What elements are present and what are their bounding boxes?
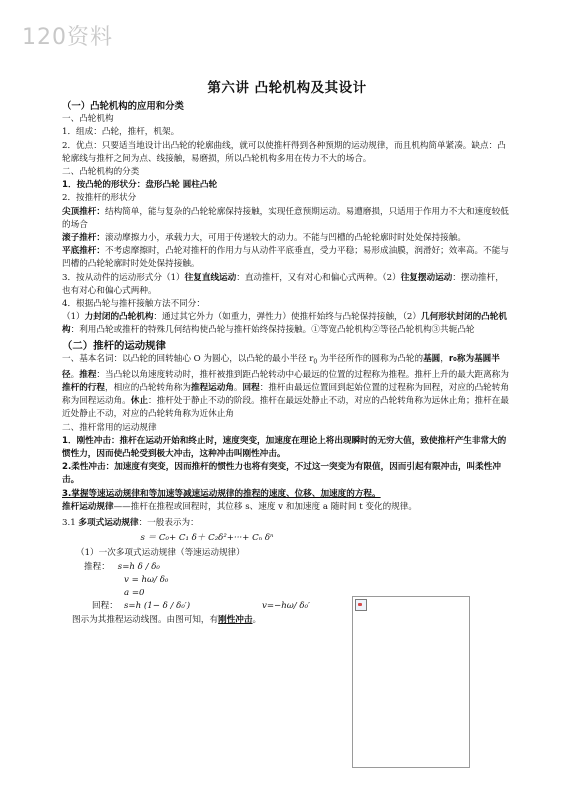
text-poly-post: ：一般表示为： [138,518,199,529]
text-motion-post: ：摆动推杆，也有对心和偏心式两种。 [62,272,504,296]
subheading-linear-law: （1）一次多项式运动规律（等速运动规律） [76,548,245,559]
text-note-pre: 图示为其推程运动线图。由图可知，有 [72,615,219,626]
paragraph-tip-follower [62,206,512,232]
text-poly-pre: 3.1 [62,518,79,529]
term-reciprocating-linear: 往复直线运动 [184,272,237,283]
term-base-radius: r₀称为基圆半径 [62,353,500,380]
formula-polynomial: s ＝ C₀+ C₁ δ＋ C₂δ²+···+ Cₙ δⁿ [140,533,274,544]
paragraph-by-shape: 1．按凸轮的形状分：盘形凸轮 圆柱凸轮 [62,180,218,191]
term-force-closed: 力封闭的凸轮机构 [84,312,154,323]
text-terms-5: ，相应的凸轮转角称为 [104,382,191,393]
text-terms-1: 为半径所作的圆称为凸轮的 [317,353,424,364]
broken-image-icon [355,599,367,611]
term-return: 回程 [242,382,260,393]
heading-polynomial [62,517,512,530]
subscript-zero: 0 [313,358,318,366]
paragraph-motion-law-def [62,501,512,514]
text-terms-6: 。 [233,382,243,393]
paragraph-basic-terms [62,353,512,422]
page-title: 第六讲 凸轮机构及其设计 [207,80,367,96]
label-return: 回程： [92,601,118,612]
rise-equations [62,561,512,574]
term-form-closed: 几何形状封闭的凸轮机构 [62,312,507,336]
text-note-post: 。 [252,615,262,626]
label-roller-follower: 滚子推杆： [62,233,105,244]
text-motion-mid: ：直动推杆，又有对心和偏心式两种。（2） [236,272,401,283]
paragraph-rigid-impact: 1．刚性冲击：推杆在运动开始和终止时，速度突变，加速度在理论上将出现瞬时的无穷大值，致使推杆产生非常大的惯性力，因而使凸轮受到极大冲击，这种冲击叫刚性冲击。 [62,435,507,459]
text-terms-4: ：当凸轮以角速度转动时，推杆被推到距凸轮转动中心最远的位置的过程称为推程。推杆上升的最大距离称为 [96,369,509,380]
text-terms-3: 。 [70,369,80,380]
paragraph-master-laws: 3.掌握等速运动规律和等加速等减速运动规律的推程的速度、位移、加速度的方程。 [62,488,381,499]
term-dwell: 休止 [130,396,148,407]
equation-rise-s: s=h δ / δ₀ [117,561,160,572]
text-closure-mid: ：通过其它外力（如重力，弹性力）使推杆始终与凸轮保持接触，（2） [153,312,421,323]
text-motion-pre: 3．按从动件的运动形式分（1） [62,272,185,283]
term-reciprocating-swing: 往复摆动运动 [400,272,453,283]
paragraph-contact-method: 4．根据凸轮与推杆接触方法不同分： [62,299,205,310]
text-flat-follower: 不考虑摩擦时，凸轮对推杆的作用力与从动件平底垂直，受力平稳；易形成油膜，润滑好；效率高。不能与凹槽的凸轮轮廓时时处处保持接触。 [62,246,509,270]
paragraph-flat-follower [62,245,512,271]
text-roller-follower: 滚动摩擦力小，承载力大，可用于传递较大的动力。不能与凹槽的凸轮轮廓时时处处保持接触。 [104,233,466,244]
text-terms-2: ， [440,353,449,364]
section-heading-1: （一）凸轮机构的应用和分类 [62,101,184,112]
equation-rise-v: v = hω/ δ₀ [124,574,169,585]
text-terms-post: ：推杆处于静止不动的阶段。推杆在最远处静止不动，对应的凸轮转角称为远休止角；推杆在最近处静止不动，对应的凸轮转角称为近休止角 [62,396,509,420]
paragraph-closure-types [62,311,512,337]
text-closure-post: ：利用凸轮或推杆的特殊几何结构使凸轮与推杆始终保持接触。①等宽凸轮机构②等径凸轮机构③共轭凸轮 [70,325,475,336]
document-page [62,76,512,627]
text-closure-pre: （1） [62,312,85,323]
text-terms-pre: 一、基本名词：以凸轮的回转轴心 O 为圆心，以凸轮的最小半径 r [62,353,314,364]
term-rise-angle: 推程运动角 [190,382,234,393]
subheading-cam-mechanism: 一、凸轮机构 [62,114,114,125]
term-motion-law: 推杆运动规律 [62,501,114,512]
term-stroke: 推杆的行程 [62,382,105,393]
figure-placeholder [352,596,470,768]
subheading-common-laws: 二、推杆常用的运动规律 [62,422,157,433]
term-rigid-impact: 刚性冲击 [218,615,253,626]
paragraph-by-follower: 2．按推杆的形状分 [62,193,137,204]
text-terms-7: ：推杆由最远位置回到起始位置的过程称为回程，对应的凸轮转角称为回程运动角。 [62,382,509,407]
label-tip-follower: 尖顶推杆： [62,206,105,217]
subheading-classification: 二、凸轮机构的分类 [62,167,140,178]
section-heading-2: （二）推杆的运动规律 [62,339,166,352]
paragraph-motion-form [62,272,512,298]
watermark: 120资料 [22,25,113,50]
paragraph-composition: 1．组成：凸轮，推杆，机架。 [62,127,180,138]
paragraph-advantages: 2．优点：只要适当地设计出凸轮的轮廓曲线，就可以使推杆得到各种预期的运动规律，而且机构简单紧凑。缺点：凸轮廓线与推杆之间为点、线接触，易磨损，所以凸轮机构多用在传力不大的场合。 [62,140,506,164]
equation-return-s: s=h (1− δ / δ₀′) [124,601,191,612]
term-base-circle: 基圆 [423,353,441,364]
text-tip-follower: 结构简单，能与复杂的凸轮轮廓保持接触，实现任意预期运动。易遭磨损，只适用于作用力不大和速度较低的场合 [62,206,509,230]
paragraph-roller-follower [62,232,512,245]
label-flat-follower: 平底推杆： [62,246,105,257]
text-motion-law: ——推杆在推程或回程时，其位移 s、速度 v 和加速度 a 随时间 t 变化的规律。 [113,501,417,512]
label-rise: 推程： [84,561,110,572]
term-rise: 推程 [79,369,97,380]
equation-return-v: v=−hω/ δ₀′ [262,601,310,612]
equation-rise-a: a =0 [124,588,145,599]
paragraph-soft-impact: 2.柔性冲击：加速度有突变，因而推杆的惯性力也将有突变，不过这一突变为有限值，因而引起有限冲击，叫柔性冲击。 [62,462,501,486]
term-polynomial: 多项式运动规律 [78,518,139,529]
